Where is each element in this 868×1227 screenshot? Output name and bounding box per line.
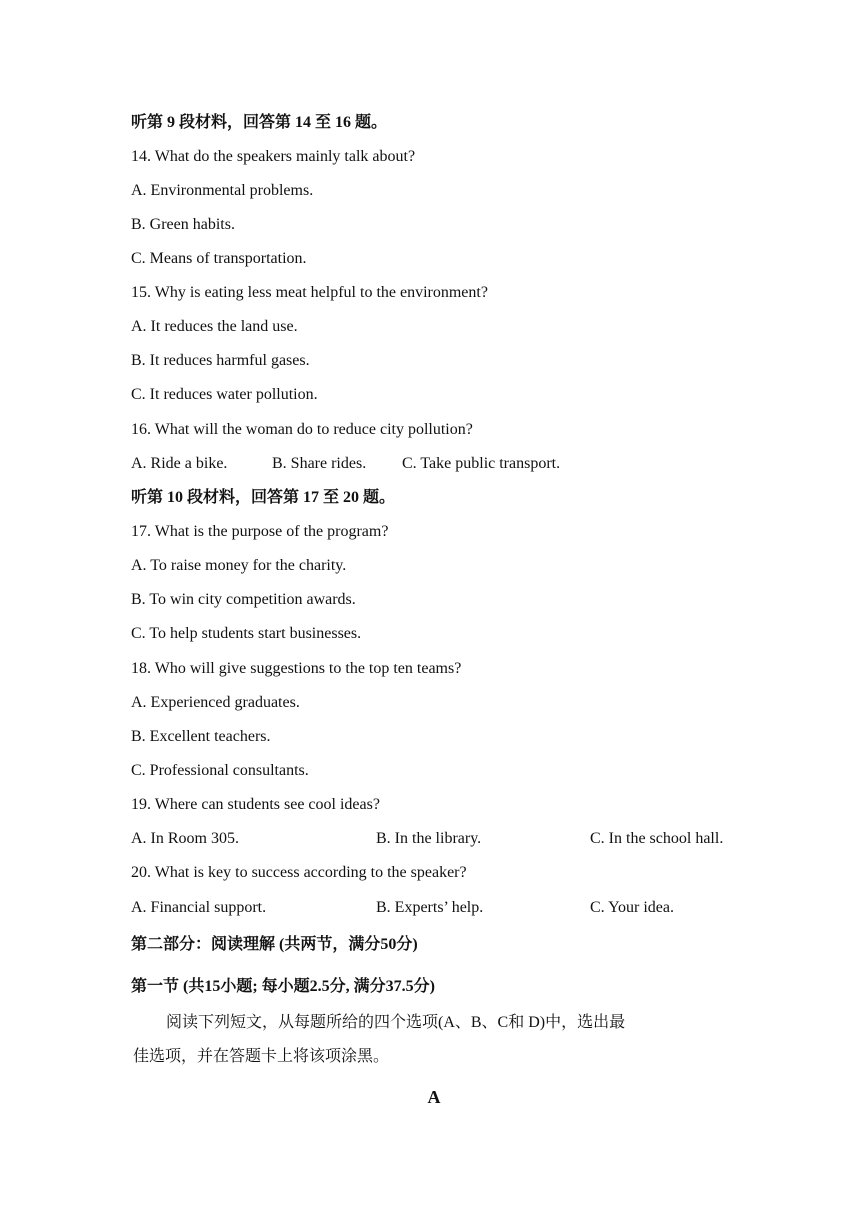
section-10-header: 听第 10 段材料，回答第 17 至 20 题。 [131,489,396,506]
q17-option-b: B. To win city competition awards. [131,591,356,608]
q14-option-a: A. Environmental problems. [131,182,314,199]
part-2-header: 第二部分：阅读理解 (共两节，满分50分) [131,936,418,953]
question-15: 15. Why is eating less meat helpful to the environment? [131,284,488,301]
q18-option-b: B. Excellent teachers. [131,728,271,745]
question-14: 14. What do the speakers mainly talk about? [131,148,416,165]
q15-option-a: A. It reduces the land use. [131,318,298,335]
question-19: 19. Where can students see cool ideas? [131,796,380,813]
q20-option-b: B. Experts’ help. [376,899,484,916]
question-17: 17. What is the purpose of the program? [131,523,389,540]
q18-option-c: C. Professional consultants. [131,762,309,779]
q14-option-c: C. Means of transportation. [131,250,307,267]
q18-option-a: A. Experienced graduates. [131,694,300,711]
section-1-header: 第一节 (共15小题; 每小题2.5分, 满分37.5分) [131,978,435,995]
question-18: 18. Who will give suggestions to the top ten teams? [131,660,462,677]
q19-option-b: B. In the library. [376,830,482,847]
instructions-line-1: 阅读下列短文，从每题所给的四个选项(A、B、C和 D)中，选出最 [166,1014,626,1031]
q20-option-c: C. Your idea. [590,899,675,916]
q15-option-b: B. It reduces harmful gases. [131,352,310,369]
q16-option-c: C. Take public transport. [402,455,561,472]
q16-option-a: A. Ride a bike. [131,455,228,472]
q15-option-c: C. It reduces water pollution. [131,386,318,403]
instructions-line-2: 佳选项，并在答题卡上将该项涂黑。 [133,1048,390,1065]
q16-option-b: B. Share rides. [272,455,367,472]
q17-option-a: A. To raise money for the charity. [131,557,347,574]
q17-option-c: C. To help students start businesses. [131,625,362,642]
q19-option-c: C. In the school hall. [590,830,724,847]
question-16: 16. What will the woman do to reduce city pollution? [131,421,473,438]
q20-option-a: A. Financial support. [131,899,267,916]
section-9-header: 听第 9 段材料，回答第 14 至 16 题。 [131,114,388,131]
q19-option-a: A. In Room 305. [131,830,239,847]
q14-option-b: B. Green habits. [131,216,235,233]
passage-label: A [427,1087,441,1107]
question-20: 20. What is key to success according to the speaker? [131,864,467,881]
